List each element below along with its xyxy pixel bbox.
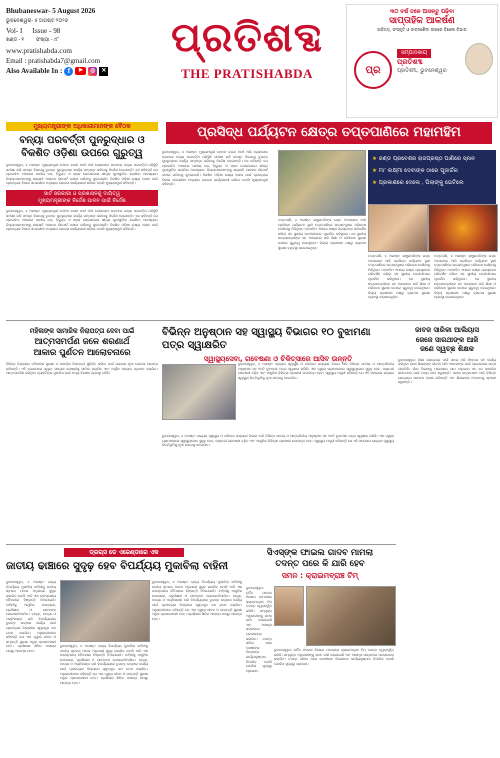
- headline-line-2: ବିକଶିତ ଓଡ଼ିଶା ଉପରେ ଗୁରୁତ୍ୱ: [21, 148, 143, 159]
- issue: Issue - 98: [32, 27, 61, 35]
- story-body-continued: ଭୁବନେଶ୍ୱର, ୪ ଅଗଷ୍ଟ: ମୁଖ୍ୟମନ୍ତ୍ରୀ ମୋହନ ଚରଣ ମାଝୀ ଆଜି ଲୋକସେବା ଭବନରେ ବନ୍ୟା ପରବର୍ତ୍ତୀ ପରିସ୍ଥିତି ସମୀକ୍ଷା କରି ସମସ୍ତ ବିଭାଗକୁ ତୁରନ୍ତ ପୁନରୁଦ୍ଧାର କାର୍ଯ୍ୟ ସମ୍ପନ୍ନ କରିବାକୁ ନିର୍ଦ୍ଦେଶ ଦେଇଛନ୍ତି। ସେ କହିଛନ୍ତି ଯେ ପ୍ରଭାବିତ ଅଞ୍ଚଳରେ ପାନୀୟ ଜଳ, ବିଦ୍ୟୁତ ଓ ସଡ଼କ ଯୋଗାଯୋଗ ଶୀଘ୍ର ପୁନଃସ୍ଥାପିତ କରାଯିବା ଆବଶ୍ୟକ। ଜିଲ୍ଲାପାଳମାନଙ୍କୁ କ୍ଷୟକ୍ଷତି ଆକଳନ ରିପୋର୍ଟ ଦାଖଲ କରିବାକୁ କୁହାଯାଇଛି। ବିକଶିତ ଓଡ଼ିଶା ଲକ୍ଷ୍ୟ ହାସଲ ପାଇଁ ପ୍ରତ୍ୟେକ ବିଭାଗ ସମୟସୀମା ମଧ୍ୟରେ ଯୋଜନା କାର୍ଯ୍ୟକାରୀ କରିବେ ବୋଲି ମୁଖ୍ୟମନ୍ତ୍ରୀ କହିଛନ୍ତି।: [6, 209, 158, 232]
- story-body-col3: ତପ୍ତପାଣି, ୪ ଅଗଷ୍ଟ: ରାଷ୍ଟ୍ରପତିଙ୍କ ଗସ୍ତ ଅବସରରେ ଆଜି ପ୍ରସିଦ୍ଧ ପର୍ଯ୍ୟଟନ ସ୍ଥଳୀ ତପ୍ତପାଣିରେ ଉତ୍ସବମୁଖର ପରିବେଶ ଦେଖିବାକୁ ମିଳିଥିଲା। ମହାମହିମ ଏଠାରେ ଉଷ୍ଣ ପ୍ରସ୍ରବଣ ପରିଦର୍ଶନ କରିବା ସହ ସ୍ଥାନୀୟ ଦେବୀପୀଠରେ ପୂଜାର୍ଚ୍ଚନା କରିଥିଲେ। ସେ ସ୍ଥାନୀୟ ଛାତ୍ରଛାତ୍ରୀଙ୍କ ସହ ଆଲୋଚନା କରି ଶିକ୍ଷା ଓ ପରିବେଶ ସୁରକ୍ଷା ଉପରେ ଗୁରୁତ୍ୱ ଦେଇଥିଲେ। ଜିଲ୍ଲା ପ୍ରଶାସନ ପକ୍ଷରୁ ବ୍ୟାପକ ସୁରକ୍ଷା ବ୍ୟବସ୍ଥା କରାଯାଇଥିଲା।: [434, 254, 496, 300]
- temple-offering-photo: [428, 204, 498, 252]
- police-photo: [306, 586, 396, 646]
- story-headline: [246, 548, 394, 570]
- weekly-promo-box: [346, 4, 498, 118]
- story-body: ବିଭିନ୍ନ ଜିଲ୍ଲାରେ ମହିଳାଙ୍କ ସୁରକ୍ଷା ଓ ସାମାଜିକ ନିରାପତ୍ତା ସୁନିଶ୍ଚିତ କରିବା ପାଇଁ ସରକାର ନୂଆ ଯୋଜନା ଆରମ୍ଭ କରିଛନ୍ତି। ଏହି ଯୋଜନାରେ ସ୍ୱୟଂ ସହାୟକ ଗୋଷ୍ଠୀକୁ ସାମିଲ କରାଯିବ ଏବଂ ଆର୍ଥିକ ସହାୟତା ପ୍ରଦାନ କରାଯିବ। ଆତ୍ମସମର୍ପଣ କରିଥିବା ବ୍ୟକ୍ତିଙ୍କ ପୁନର୍ବାସ ପାଇଁ ମଧ୍ୟ ବିଶେଷ ବ୍ୟବସ୍ଥା ରହିଛି।: [6, 362, 158, 376]
- headline-line-1: ବନ୍ୟା ପରବର୍ତ୍ତୀ ପୁନରୁଦ୍ଧାର ଓ: [19, 135, 145, 146]
- story-body-col2: ଭୁବନେଶ୍ୱର: ଚର୍ଚ୍ଚିତ ଫାଇଲ ନିଖୋଜ ମାମଲାରେ କ୍ରାଇମବ୍ରାଞ୍ଚ ଟିମ୍ ତଦନ୍ତ ତ୍ୱରାନ୍ୱିତ କରିଛି। ସମ୍ପୃକ୍ତ ଅଧିକାରୀଙ୍କୁ ସମନ ଜାରି କରାଯାଇଛି ଏବଂ ଆସନ୍ତା ସପ୍ତାହରେ ପଚରାଉଚରା କରାଯିବ। ତଦନ୍ତ ସରିବା ପରେ ଦୋଷୀଙ୍କ ବିରୋଧରେ କାର୍ଯ୍ୟାନୁଷ୍ଠାନ ନିଆଯିବ ବୋଲି ପୋଲିସ ସୂତ୍ରରୁ ପ୍ରକାଶ।: [274, 648, 394, 666]
- health-mou-photo: [162, 364, 236, 420]
- headline-line-3: ଆକାର ପୁର୍ଣତନ ଆଲୋଚନାରେ: [33, 348, 131, 358]
- story-headline: [6, 134, 158, 160]
- promo-badge: [354, 51, 392, 89]
- dateline-odia: ଭୁବନେଶ୍ୱର- ୫ ଅଗଷ୍ଟ ୨୦୨୬: [6, 18, 69, 24]
- x-icon[interactable]: ✕: [101, 67, 107, 74]
- headline-line-1: ଜାବଜ ସାରିକା ଆଲିୟାସ: [415, 326, 479, 334]
- story-body: ଭୁବନେଶ୍ୱର: ଚର୍ଚ୍ଚିତ ଫାଇଲ ନିଖୋଜ ମାମଲାରେ କ୍ରାଇମବ୍ରାଞ୍ଚ ଟିମ୍ ତଦନ୍ତ ତ୍ୱରାନ୍ୱିତ କରିଛି। ସମ୍ପୃକ୍ତ ଅଧିକାରୀଙ୍କୁ ସମନ ଜାରି କରାଯାଇଛି ଏବଂ ଆସନ୍ତା ସପ୍ତାହରେ ପଚରାଉଚରା କରାଯିବ। ତଦନ୍ତ ସରିବା ପରେ ଦୋଷୀଙ୍କ ବିରୋଧରେ କାର୍ଯ୍ୟାନୁଷ୍ଠାନ ନିଆଯିବ ବୋଲି ପୋଲିସ ସୂତ୍ରରୁ ପ୍ରକାଶ।: [246, 586, 272, 673]
- highlight-text: ପ୍ରକାଶରେ ଦେଲେ , ପିଲାଙ୍କୁ ଭେଟିଲେ: [378, 180, 464, 186]
- story-kicker: ଡ୍ରଗ୍ସ ଡେ ଏଜେଣ୍ଡାରେ ଏକ: [64, 548, 184, 557]
- facebook-icon[interactable]: f: [64, 67, 73, 76]
- highlight-text: ମା' ଲକ୍ଷ୍ମୀ ଦେବୀଙ୍କ ଠାରେ ପୂଜାର୍ଚ୍ଚନା: [378, 168, 458, 174]
- star-icon: ★: [372, 168, 378, 174]
- story-crime-branch: [246, 548, 394, 752]
- highlight-text: ଜଣ୍ଡ ପ୍ରବେଶର ରାଜପ୍ରଷ୍ଠ ପାଣିରେ ସ୍ନାନ: [378, 156, 475, 162]
- promo-label: ସମ୍ପାଦକୀୟ: [397, 49, 431, 58]
- issue-odia: ସଂଖ୍ୟା - ୯୮: [36, 38, 59, 43]
- subhead-line-1: ସାର୍ଟ ସରକାରୀ ଓ ପ୍ରଶାସନକୁ ଦାୟିତ୍ୱ: [43, 191, 120, 197]
- story-body: ତପ୍ତପାଣି, ୪ ଅଗଷ୍ଟ: ରାଷ୍ଟ୍ରପତିଙ୍କ ଗସ୍ତ ଅବସରରେ ଆଜି ପ୍ରସିଦ୍ଧ ପର୍ଯ୍ୟଟନ ସ୍ଥଳୀ ତପ୍ତପାଣିରେ ଉତ୍ସବମୁଖର ପରିବେଶ ଦେଖିବାକୁ ମିଳିଥିଲା। ମହାମହିମ ଏଠାରେ ଉଷ୍ଣ ପ୍ରସ୍ରବଣ ପରିଦର୍ଶନ କରିବା ସହ ସ୍ଥାନୀୟ ଦେବୀପୀଠରେ ପୂଜାର୍ଚ୍ଚନା କରିଥିଲେ। ସେ ସ୍ଥାନୀୟ ଛାତ୍ରଛାତ୍ରୀଙ୍କ ସହ ଆଲୋଚନା କରି ଶିକ୍ଷା ଓ ପରିବେଶ ସୁରକ୍ଷା ଉପରେ ଗୁରୁତ୍ୱ ଦେଇଥିଲେ। ଜିଲ୍ଲା ପ୍ରଶାସନ ପକ୍ଷରୁ ବ୍ୟାପକ ସୁରକ୍ଷା ବ୍ୟବସ୍ଥା କରାଯାଇଥିଲା।: [278, 218, 366, 250]
- story-subhead: ସ୍ୱାସ୍ଥ୍ୟସେବା, ଗବେଷଣା ଓ ଚିକିତ୍ସାରେ ଆସିବ ଉନ୍ନତି: [203, 355, 353, 363]
- divider: [6, 320, 494, 321]
- promo-top-line: ୩୦ ବର୍ଷ ତଳେ ଆସନ୍ତୁ ପଢିବା: [390, 9, 454, 15]
- volume: Vol- I: [6, 27, 23, 35]
- story-headline: [6, 326, 158, 359]
- story-headline: ଜାତୀୟ ଢାଞ୍ଚାରେ ସୁଦୃଢ଼ ହେବ ବିପର୍ଯ୍ୟୟ ମୁକାବିଲା ବାହିନୀ: [6, 560, 229, 572]
- story-subhead: ସମନ : କ୍ରାଇମବ୍ରାଞ୍ଚ ଟିମ୍: [281, 571, 359, 580]
- president-group-photo: [278, 150, 366, 216]
- also-available-label: Also Available In :: [6, 67, 63, 75]
- story-headline: ପ୍ରସିଦ୍ଧ ପର୍ଯ୍ୟଟନ କ୍ଷେତ୍ର ତପ୍ତପାଣିରେ ମହାମହିମ: [166, 122, 492, 144]
- story-body-col3: ଭୁବନେଶ୍ୱର, ୪ ଅଗଷ୍ଟ: ରାଜ୍ୟ ବିପର୍ଯ୍ୟୟ ମୁକାବିଲା ବାହିନୀକୁ ଜାତୀୟ ସ୍ତରର ମାନକ ଅନୁଯାୟୀ ସୁଦୃଢ଼ କରାଯିବ ବୋଲି ଆଜି ଏକ ଉଚ୍ଚସ୍ତରୀୟ ବୈଠକରେ ନିଷ୍ପତ୍ତି ନିଆଯାଇଛି। ବାହିନୀକୁ ଆଧୁନିକ ଉପକରଣ, ପ୍ରଶିକ୍ଷଣ ଓ ଯାନବାହନ ଯୋଗାଇଦିଆଯିବ। ବନ୍ୟା, ବାତ୍ୟା ଓ ଅଗ୍ନିକାଣ୍ଡ ଭଳି ବିପର୍ଯ୍ୟୟରେ ତୁରନ୍ତ ଉଦ୍ଧାର କାର୍ଯ୍ୟ ପାଇଁ ପ୍ରତ୍ୟେକ ଜିଲ୍ଲାରେ ସ୍ୱତନ୍ତ୍ର ଦଳ ଗଠନ କରାଯିବ। ଅଧିକାରୀମାନେ କହିଛନ୍ତି ଯେ ଏହା ଦ୍ୱାରା ଜୀବନ ଓ ସମ୍ପତ୍ତି ସୁରକ୍ଷା ଅଧିକ ପ୍ରଭାବଶାଳୀ ହେବ। ପ୍ରଶିକ୍ଷଣ ଶିବିର ଆସନ୍ତା ମାସରୁ ଆରମ୍ଭ ହେବ।: [152, 580, 242, 621]
- story-cm-meeting: [6, 122, 158, 320]
- promo-badge-logo: ପ୍ର: [365, 64, 381, 76]
- headline-line-2: ଜେଜେ ସାରଥୀଙ୍କ ଆଜି: [415, 335, 479, 344]
- promo-subtitle: ସାହିତ୍ୟ, ସଂସ୍କୃତି ଓ ଜୀବନଶୈଳୀ ଉପରେ ବିଶେଷ ବିଭାଗ: [377, 27, 467, 32]
- headline-line-1: ସିଏସ୍‌ଙ୍କ ଫାଇଲ ଗାଦବ ମାମଲା: [266, 548, 374, 558]
- story-health-mou-col2: ଭୁବନେଶ୍ୱର, ୪ ଅଗଷ୍ଟ: ରାଜ୍ୟର ସ୍ୱାସ୍ଥ୍ୟ ଓ ପରିବାର କଲ୍ୟାଣ ବିଭାଗ ଆଜି ବିଭିନ୍ନ ଜାତୀୟ ଓ ଆନ୍ତର୍ଜାତୀୟ ଅନୁଷ୍ଠାନ ସହ ୧୦ଟି ବୁଝାମଣା ପତ୍ର ସ୍ୱାକ୍ଷର କରିଛି। ଏହା ଦ୍ୱାରା ଗ୍ରାମାଞ୍ଚଳରେ ସ୍ୱାସ୍ଥ୍ୟସେବା ସୁଦୃଢ଼ ହେବ, ଡାକ୍ତରୀ ଗବେଷଣା ବଢ଼ିବ ଏବଂ ଆଧୁନିକ ଚିକିତ୍ସା ପ୍ରଣାଳୀ ଉପଲବ୍ଧ ହେବ। ସ୍ୱାସ୍ଥ୍ୟ ମନ୍ତ୍ରୀ କହିଛନ୍ତି ଯେ ଏହି ସହଯୋଗ ରାଜ୍ୟର ସ୍ୱାସ୍ଥ୍ୟ ଭିତ୍ତିଭୂମିକୁ ନୂଆ ଉଚ୍ଚତାକୁ ନେଇଯିବ।: [162, 434, 394, 448]
- headline-line-2: ତଦନ୍ତ ପରେ କି ଯାରି ହେବ: [275, 559, 365, 569]
- story-health-mou: [162, 326, 394, 432]
- headline-line-3: ଜଣେ ସ୍ୱଚ୍ଛ ଶିକ୍ଷକ: [420, 345, 474, 353]
- meeting-photo: [60, 580, 150, 642]
- headline-line-1: ମହିଳାଙ୍କ ସାମାଜିକ ନିରାପତ୍ତା ଦେବା ପାଇଁ: [29, 327, 135, 335]
- story-body-col2: ଭୁବନେଶ୍ୱର, ୪ ଅଗଷ୍ଟ: ରାଜ୍ୟ ବିପର୍ଯ୍ୟୟ ମୁକାବିଲା ବାହିନୀକୁ ଜାତୀୟ ସ୍ତରର ମାନକ ଅନୁଯାୟୀ ସୁଦୃଢ଼ କରାଯିବ ବୋଲି ଆଜି ଏକ ଉଚ୍ଚସ୍ତରୀୟ ବୈଠକରେ ନିଷ୍ପତ୍ତି ନିଆଯାଇଛି। ବାହିନୀକୁ ଆଧୁନିକ ଉପକରଣ, ପ୍ରଶିକ୍ଷଣ ଓ ଯାନବାହନ ଯୋଗାଇଦିଆଯିବ। ବନ୍ୟା, ବାତ୍ୟା ଓ ଅଗ୍ନିକାଣ୍ଡ ଭଳି ବିପର୍ଯ୍ୟୟରେ ତୁରନ୍ତ ଉଦ୍ଧାର କାର୍ଯ୍ୟ ପାଇଁ ପ୍ରତ୍ୟେକ ଜିଲ୍ଲାରେ ସ୍ୱତନ୍ତ୍ର ଦଳ ଗଠନ କରାଯିବ। ଅଧିକାରୀମାନେ କହିଛନ୍ତି ଯେ ଏହା ଦ୍ୱାରା ଜୀବନ ଓ ସମ୍ପତ୍ତି ସୁରକ୍ଷା ଅଧିକ ପ୍ରଭାବଶାଳୀ ହେବ। ପ୍ରଶିକ୍ଷଣ ଶିବିର ଆସନ୍ତା ମାସରୁ ଆରମ୍ଭ ହେବ।: [60, 644, 148, 685]
- promo-name: ପ୍ରତିଶବ୍ଦ: [397, 58, 423, 66]
- promo-place: ପ୍ରତିଶବ୍ଦ, ଭୁବନେଶ୍ୱର: [397, 68, 447, 74]
- highlight-item: [368, 165, 496, 177]
- divider: [6, 544, 396, 545]
- highlights-box: [368, 150, 496, 206]
- story-body: ଭୁବନେଶ୍ୱର, ୪ ଅଗଷ୍ଟ: ରାଜ୍ୟ ବିପର୍ଯ୍ୟୟ ମୁକାବିଲା ବାହିନୀକୁ ଜାତୀୟ ସ୍ତରର ମାନକ ଅନୁଯାୟୀ ସୁଦୃଢ଼ କରାଯିବ ବୋଲି ଆଜି ଏକ ଉଚ୍ଚସ୍ତରୀୟ ବୈଠକରେ ନିଷ୍ପତ୍ତି ନିଆଯାଇଛି। ବାହିନୀକୁ ଆଧୁନିକ ଉପକରଣ, ପ୍ରଶିକ୍ଷଣ ଓ ଯାନବାହନ ଯୋଗାଇଦିଆଯିବ। ବନ୍ୟା, ବାତ୍ୟା ଓ ଅଗ୍ନିକାଣ୍ଡ ଭଳି ବିପର୍ଯ୍ୟୟରେ ତୁରନ୍ତ ଉଦ୍ଧାର କାର୍ଯ୍ୟ ପାଇଁ ପ୍ରତ୍ୟେକ ଜିଲ୍ଲାରେ ସ୍ୱତନ୍ତ୍ର ଦଳ ଗଠନ କରାଯିବ। ଅଧିକାରୀମାନେ କହିଛନ୍ତି ଯେ ଏହା ଦ୍ୱାରା ଜୀବନ ଓ ସମ୍ପତ୍ତି ସୁରକ୍ଷା ଅଧିକ ପ୍ରଭାବଶାଳୀ ହେବ। ପ୍ରଶିକ୍ଷଣ ଶିବିର ଆସନ୍ତା ମାସରୁ ଆରମ୍ଭ ହେବ।: [6, 580, 56, 653]
- story-disaster-force: [6, 548, 242, 752]
- youtube-icon[interactable]: ▶: [75, 67, 86, 75]
- story-body: ଭୁବନେଶ୍ୱର, ୪ ଅଗଷ୍ଟ: ରାଜ୍ୟର ସ୍ୱାସ୍ଥ୍ୟ ଓ ପରିବାର କଲ୍ୟାଣ ବିଭାଗ ଆଜି ବିଭିନ୍ନ ଜାତୀୟ ଓ ଆନ୍ତର୍ଜାତୀୟ ଅନୁଷ୍ଠାନ ସହ ୧୦ଟି ବୁଝାମଣା ପତ୍ର ସ୍ୱାକ୍ଷର କରିଛି। ଏହା ଦ୍ୱାରା ଗ୍ରାମାଞ୍ଚଳରେ ସ୍ୱାସ୍ଥ୍ୟସେବା ସୁଦୃଢ଼ ହେବ, ଡାକ୍ତରୀ ଗବେଷଣା ବଢ଼ିବ ଏବଂ ଆଧୁନିକ ଚିକିତ୍ସା ପ୍ରଣାଳୀ ଉପଲବ୍ଧ ହେବ। ସ୍ୱାସ୍ଥ୍ୟ ମନ୍ତ୍ରୀ କହିଛନ୍ତି ଯେ ଏହି ସହଯୋଗ ରାଜ୍ୟର ସ୍ୱାସ୍ଥ୍ୟ ଭିତ୍ତିଭୂମିକୁ ନୂଆ ଉଚ୍ଚତାକୁ ନେଇଯିବ।: [238, 362, 394, 380]
- story-body: ଭୁବନେଶ୍ୱର: ଶିକ୍ଷା କ୍ଷେତ୍ରରେ ଦୀର୍ଘ ସମୟ ଧରି ନିଷ୍ଠାର ସହ କାର୍ଯ୍ୟ କରିଥିବା ଜଣେ ଶିକ୍ଷକଙ୍କ ଜୀବନୀ ଆଜି ଅନେକଙ୍କ ପାଇଁ ପ୍ରେରଣାର ଉତ୍ସ ପାଲଟିଛି। ଗାଁର ପିଲାଙ୍କୁ ମାଗଣାରେ ପାଠ ପଢ଼ାଇବା ସହ ସେ ସାମାଜିକ ସଚେତନତା ପାଇଁ ମଧ୍ୟ କାମ କରୁଛନ୍ତି। ତାଙ୍କ ଛାତ୍ରମାନେ ଆଜି ବିଭିନ୍ନ କ୍ଷେତ୍ରରେ ସଫଳତା ହାସଲ କରିଛନ୍ତି ଏବଂ ଶିକ୍ଷକଙ୍କ ଅବଦାନକୁ ସ୍ମରଣ କରୁଛନ୍ତି।: [398, 357, 496, 385]
- subhead-line-2: ମୁଖ୍ୟମନ୍ତ୍ରୀଙ୍କ ନିର୍ଦ୍ଦେଶ ପାଳନ ପାଇଁ ନିର୍ଦ୍ଦେଶ: [38, 198, 126, 204]
- story-cm-meeting-col2: ଭୁବନେଶ୍ୱର, ୪ ଅଗଷ୍ଟ: ମୁଖ୍ୟମନ୍ତ୍ରୀ ମୋହନ ଚରଣ ମାଝୀ ଆଜି ଲୋକସେବା ଭବନରେ ବନ୍ୟା ପରବର୍ତ୍ତୀ ପରିସ୍ଥିତି ସମୀକ୍ଷା କରି ସମସ୍ତ ବିଭାଗକୁ ତୁରନ୍ତ ପୁନରୁଦ୍ଧାର କାର୍ଯ୍ୟ ସମ୍ପନ୍ନ କରିବାକୁ ନିର୍ଦ୍ଦେଶ ଦେଇଛନ୍ତି। ସେ କହିଛନ୍ତି ଯେ ପ୍ରଭାବିତ ଅଞ୍ଚଳରେ ପାନୀୟ ଜଳ, ବିଦ୍ୟୁତ ଓ ସଡ଼କ ଯୋଗାଯୋଗ ଶୀଘ୍ର ପୁନଃସ୍ଥାପିତ କରାଯିବା ଆବଶ୍ୟକ। ଜିଲ୍ଲାପାଳମାନଙ୍କୁ କ୍ଷୟକ୍ଷତି ଆକଳନ ରିପୋର୍ଟ ଦାଖଲ କରିବାକୁ କୁହାଯାଇଛି। ବିକଶିତ ଓଡ଼ିଶା ଲକ୍ଷ୍ୟ ହାସଲ ପାଇଁ ପ୍ରତ୍ୟେକ ବିଭାଗ ସମୟସୀମା ମଧ୍ୟରେ ଯୋଜନା କାର୍ଯ୍ୟକାରୀ କରିବେ ବୋଲି ମୁଖ୍ୟମନ୍ତ୍ରୀ କହିଛନ୍ତି।: [162, 150, 268, 187]
- instagram-icon[interactable]: ◎: [90, 67, 96, 74]
- story-body: ଭୁବନେଶ୍ୱର, ୪ ଅଗଷ୍ଟ: ମୁଖ୍ୟମନ୍ତ୍ରୀ ମୋହନ ଚରଣ ମାଝୀ ଆଜି ଲୋକସେବା ଭବନରେ ବନ୍ୟା ପରବର୍ତ୍ତୀ ପରିସ୍ଥିତି ସମୀକ୍ଷା କରି ସମସ୍ତ ବିଭାଗକୁ ତୁରନ୍ତ ପୁନରୁଦ୍ଧାର କାର୍ଯ୍ୟ ସମ୍ପନ୍ନ କରିବାକୁ ନିର୍ଦ୍ଦେଶ ଦେଇଛନ୍ତି। ସେ କହିଛନ୍ତି ଯେ ପ୍ରଭାବିତ ଅଞ୍ଚଳରେ ପାନୀୟ ଜଳ, ବିଦ୍ୟୁତ ଓ ସଡ଼କ ଯୋଗାଯୋଗ ଶୀଘ୍ର ପୁନଃସ୍ଥାପିତ କରାଯିବା ଆବଶ୍ୟକ। ଜିଲ୍ଲାପାଳମାନଙ୍କୁ କ୍ଷୟକ୍ଷତି ଆକଳନ ରିପୋର୍ଟ ଦାଖଲ କରିବାକୁ କୁହାଯାଇଛି। ବିକଶିତ ଓଡ଼ିଶା ଲକ୍ଷ୍ୟ ହାସଲ ପାଇଁ ପ୍ରତ୍ୟେକ ବିଭାଗ ସମୟସୀମା ମଧ୍ୟରେ ଯୋଜନା କାର୍ଯ୍ୟକାରୀ କରିବେ ବୋଲି ମୁଖ୍ୟମନ୍ତ୍ରୀ କହିଛନ୍ତି।: [6, 163, 158, 186]
- highlight-item: [368, 177, 496, 189]
- email-link[interactable]: Email : pratishabda7@gmail.com: [6, 57, 101, 65]
- website-link[interactable]: www.pratishabda.com: [6, 46, 73, 55]
- story-president-visit: [162, 122, 496, 328]
- newspaper-title-en: THE PRATISHABDA: [181, 66, 313, 81]
- story-kicker: ମୁଖ୍ୟମନ୍ତ୍ରୀଙ୍କ ଅଧିକାରୀମାନଙ୍କ ବୈଠକ: [6, 122, 158, 131]
- story-headline: ବିଭିନ୍ନ ଅନୁଷ୍ଠାନ ସହ ସ୍ୱାସ୍ଥ୍ୟ ବିଭାଗର ୧୦ ବୁଝାମଣା ପତ୍ର ସ୍ୱାକ୍ଷରିତ: [162, 327, 371, 351]
- promo-portrait: [465, 43, 493, 75]
- headline-line-2: ଆତ୍ମସମର୍ପଣ ଜଳେ ଶରଣାର୍ଥ: [34, 337, 130, 347]
- story-headline: [398, 326, 496, 355]
- story-teacher: [398, 326, 496, 746]
- star-icon: ★: [372, 156, 378, 162]
- president-people-photo: [368, 204, 428, 252]
- story-body-col2: ତପ୍ତପାଣି, ୪ ଅଗଷ୍ଟ: ରାଷ୍ଟ୍ରପତିଙ୍କ ଗସ୍ତ ଅବସରରେ ଆଜି ପ୍ରସିଦ୍ଧ ପର୍ଯ୍ୟଟନ ସ୍ଥଳୀ ତପ୍ତପାଣିରେ ଉତ୍ସବମୁଖର ପରିବେଶ ଦେଖିବାକୁ ମିଳିଥିଲା। ମହାମହିମ ଏଠାରେ ଉଷ୍ଣ ପ୍ରସ୍ରବଣ ପରିଦର୍ଶନ କରିବା ସହ ସ୍ଥାନୀୟ ଦେବୀପୀଠରେ ପୂଜାର୍ଚ୍ଚନା କରିଥିଲେ। ସେ ସ୍ଥାନୀୟ ଛାତ୍ରଛାତ୍ରୀଙ୍କ ସହ ଆଲୋଚନା କରି ଶିକ୍ଷା ଓ ପରିବେଶ ସୁରକ୍ଷା ଉପରେ ଗୁରୁତ୍ୱ ଦେଇଥିଲେ। ଜିଲ୍ଲା ପ୍ରଶାସନ ପକ୍ଷରୁ ବ୍ୟାପକ ସୁରକ୍ଷା ବ୍ୟବସ୍ଥା କରାଯାଇଥିଲା।: [368, 254, 430, 300]
- story-women-safety: [6, 326, 158, 546]
- newspaper-title-odia: ପ୍ରତିଶବ୍ଦ: [171, 15, 323, 61]
- dateline: Bhubaneswar- 5 August 2026: [6, 7, 96, 15]
- masthead: [0, 0, 500, 118]
- star-icon: ★: [372, 180, 378, 186]
- volume-odia: ଖଣ୍ଡ - ୧: [6, 38, 24, 43]
- promo-title: ସାପ୍ତାହିକ ଆକର୍ଷଣ: [389, 16, 455, 26]
- highlight-item: [368, 153, 496, 165]
- story-subhead: [6, 190, 158, 206]
- official-portrait: [274, 586, 304, 626]
